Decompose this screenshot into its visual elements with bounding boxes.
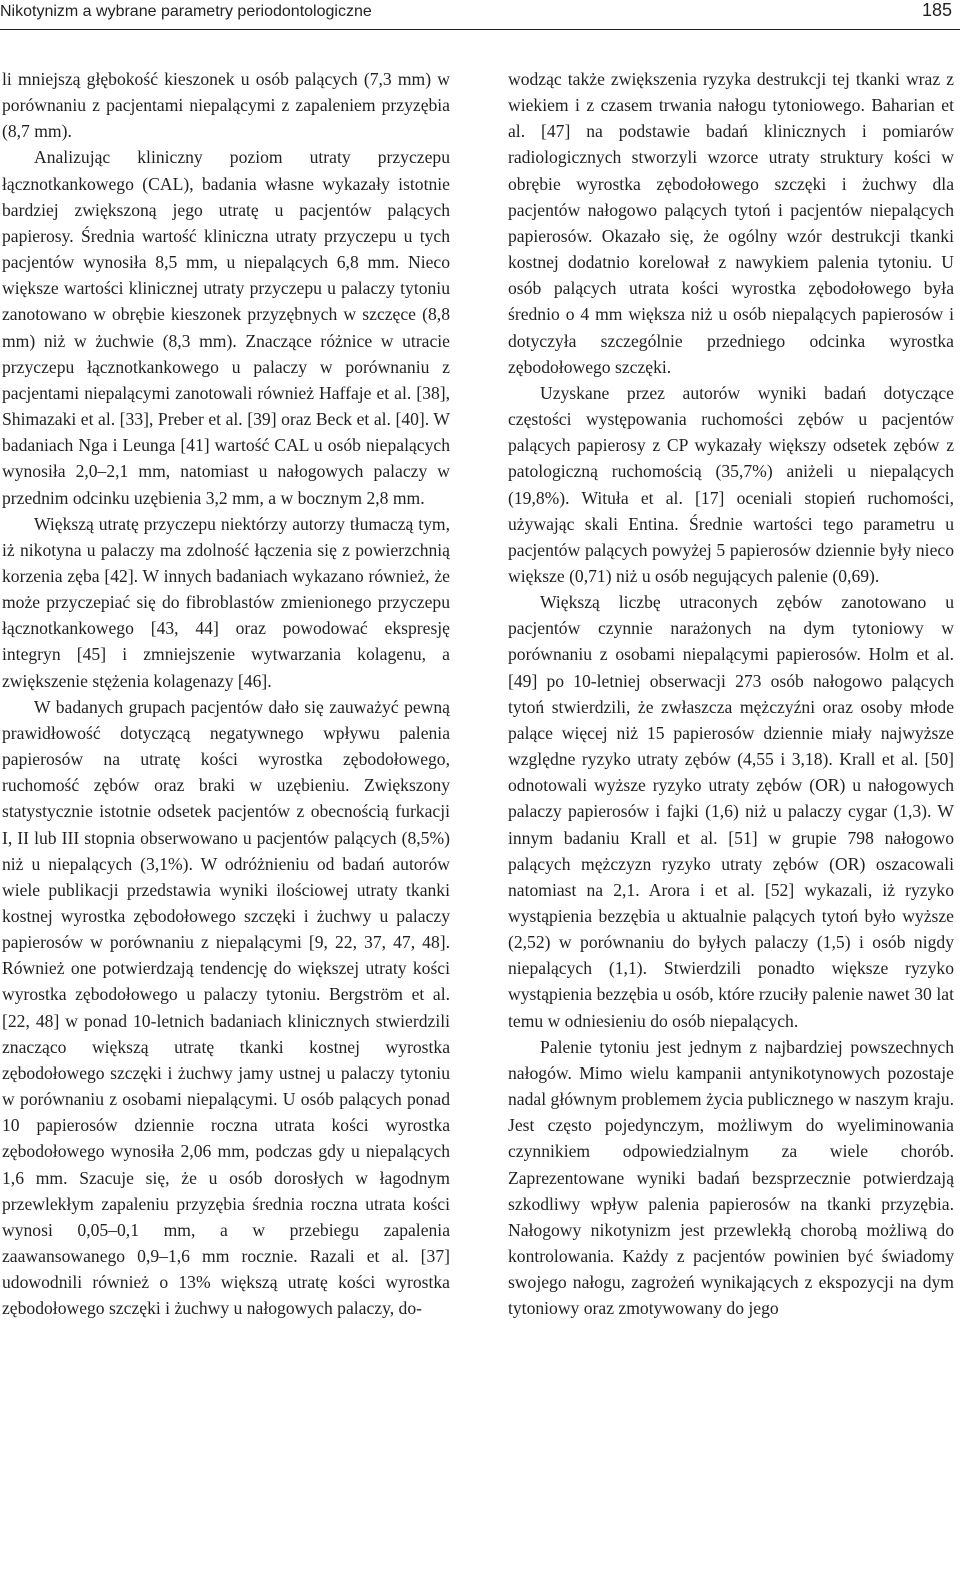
- paragraph: li mniejszą głębokość kieszonek u osób palących (7,3 mm) w porównaniu z pacjentami niepalącymi z zapaleniem przyzębia (8,7 mm).: [2, 69, 450, 142]
- header-divider: [0, 29, 960, 30]
- running-head: [0, 0, 960, 38]
- paragraph: Większą liczbę utraconych zębów zanotowano u pacjentów czynnie narażonych na dym tytoniowy w porównaniu z osobami niepalącymi papierosów. Holm et al. [49] po 10-letniej obserwacji 273 osób nałogowo palących tytoń stwierdzili, że zwłaszcza mężczyźni oraz osoby młode palące więcej niż 15 papierosów dziennie miały najwyższe względne ryzyko utraty zębów (4,55 i 3,18). Krall et al. [50] odnotowali wyższe ryzyko utraty zębów (OR) u nałogowych palaczy papierosów i fajki (1,6) niż u palaczy cygar (1,3). W innym badaniu Krall et al. [51] w grupie 798 nałogowo palących mężczyzn ryzyko utraty zębów (OR) oszacowali natomiast na 2,1. Arora i et al. [52] wykazali, iż ryzyko wystąpienia bezzębia u aktualnie palących tytoń było wyższe (2,52) w porównaniu do byłych palaczy (1,5) i osób nigdy niepalących (1,1). Stwierdzili ponadto większe ryzyko wystąpienia bezzębia u osób, które rzuciły palenie nawet 30 lat temu w odniesieniu do osób niepalących.: [508, 592, 954, 1031]
- paragraph: Uzyskane przez autorów wyniki badań dotyczące częstości występowania ruchomości zębów u pacjentów palących papierosy z CP wykazały większy odsetek zębów z patologiczną ruchomością (35,7%) aniżeli u niepalących (19,8%). Wituła et al. [17] oceniali stopień ruchomości, używając skali Entina. Średnie wartości tego parametru u pacjentów palących powyżej 5 papierosów dziennie były nieco większe (0,71) niż u osób negujących palenie (0,69).: [508, 382, 954, 586]
- paragraph: W badanych grupach pacjentów dało się zauważyć pewną prawidłowość dotyczącą negatywnego wpływu palenia papierosów na utratę kości wyrostka zębodołowego, ruchomość zębów oraz braki w uzębieniu. Zwiększony statystycznie istotnie odsetek pacjentów z obecnością furkacji I, II lub III stopnia obserwowano u pacjentów palących (8,5%) niż u niepalących (3,1%). W odróżnieniu od badań autorów wiele publikacji przedstawia wyniki ilościowej utraty tkanki kostnej wyrostka zębodołowego szczęki i żuchwy u palaczy papierosów w porównaniu z niepalącymi [9, 22, 37, 47, 48]. Również one potwierdzają tendencję do większej utraty kości wyrostka zębodołowego u palaczy tytoniu. Bergström et al. [22, 48] w ponad 10-letnich badaniach klinicznych stwierdzili znacząco większą utratę tkanki kostnej wyrostka zębodołowego szczęki i żuchwy jamy ustnej u palaczy tytoniu w porównaniu z osobami niepalącymi. U osób palących ponad 10 papierosów dziennie roczna utrata kości wyrostka zębodołowego wynosiła 2,06 mm, podczas gdy u niepalących 1,6 mm. Szacuje się, że u osób dorosłych w łagodnym przewlekłym zapaleniu przyzębia średnia roczna utrata kości wynosi 0,05–0,1 mm, a w przebiegu zapalenia zaawansowanego 0,9–1,6 mm rocznie. Razali et al. [37] udowodnili również o 13% większą utratę kości wyrostka zębodołowego szczęki i żuchwy u nałogowych palaczy, do-: [2, 696, 450, 1319]
- paragraph: Analizując kliniczny poziom utraty przyczepu łącznotkankowego (CAL), badania własne wykazały istotnie bardziej zwiększoną jego utratę u pacjentów palących papierosy. Średnia wartość kliniczna utraty przyczepu u tych pacjentów wynosiła 8,5 mm, u niepalących 6,8 mm. Nieco większe wartości klinicznej utraty przyczepu u palaczy tytoniu zanotowano w obrębie kieszonek przyzębnych w szczęce (8,8 mm) niż w żuchwie (8,3 mm). Znaczące różnice w utracie przyczepu łącznotkankowego u palaczy w porównaniu z pacjentami niepalącymi zanotowali również Haffaje et al. [38], Shimazaki et al. [33], Preber et al. [39] oraz Beck et al. [40]. W badaniach Nga i Leunga [41] wartość CAL u osób niepalących wynosiła 2,0–2,1 mm, natomiast u nałogowych palaczy w przednim odcinku uzębienia 3,2 mm, a w bocznym 2,8 mm.: [2, 147, 450, 508]
- right-column: [508, 66, 954, 1322]
- left-column: [2, 66, 450, 1322]
- page-number: 185: [921, 0, 952, 20]
- paragraph: Większą utratę przyczepu niektórzy autorzy tłumaczą tym, iż nikotyna u palaczy ma zdolność łączenia się z powierzchnią korzenia zęba [42]. W innych badaniach wykazano również, że może przyczepiać się do fibroblastów zmienionego przyczepu łącznotkankowego [43, 44] oraz powodować ekspresję integryn [45] i zmniejszenie wytwarzania kolagenu, a zwiększenie stężenia kolagenazy [46].: [2, 513, 450, 691]
- running-head-title: Nikotynizm a wybrane parametry periodontologiczne: [0, 3, 372, 20]
- paragraph: Palenie tytoniu jest jednym z najbardziej powszechnych nałogów. Mimo wielu kampanii antynikotynowych pozostaje nadal głównym problemem życia publicznego w naszym kraju. Jest często pojedynczym, możliwym do wyeliminowania czynnikiem odpowiedzialnym za wiele chorób. Zaprezentowane wyniki badań bezsprzecznie potwierdzają szkodliwy wpływ palenia papierosów na tkanki przyzębia. Nałogowy nikotynizm jest przewlekłą chorobą możliwą do kontrolowania. Każdy z pacjentów powinien być świadomy swojego nałogu, zagrożeń wynikających z ekspozycji na dym tytoniowy oraz zmotywowany do jego: [508, 1036, 954, 1319]
- paragraph: wodząc także zwiększenia ryzyka destrukcji tej tkanki wraz z wiekiem i z czasem trwania nałogu tytoniowego. Baharian et al. [47] na podstawie badań klinicznych i pomiarów radiologicznych stworzyli wzorce utraty struktury kości w obrębie wyrostka zębodołowego szczęki i żuchwy dla pacjentów nałogowo palących tytoń i pacjentów niepalących papierosów. Okazało się, że ogólny wzór destrukcji tkanki kostnej dodatnio korelował z nawykiem palenia tytoniu. U osób palących utrata kości wyrostka zębodołowego była średnio o 4 mm większa niż u osób niepalących papierosów i dotyczyła szczególnie przedniego odcinka wyrostka zębodołowego szczęki.: [508, 69, 954, 377]
